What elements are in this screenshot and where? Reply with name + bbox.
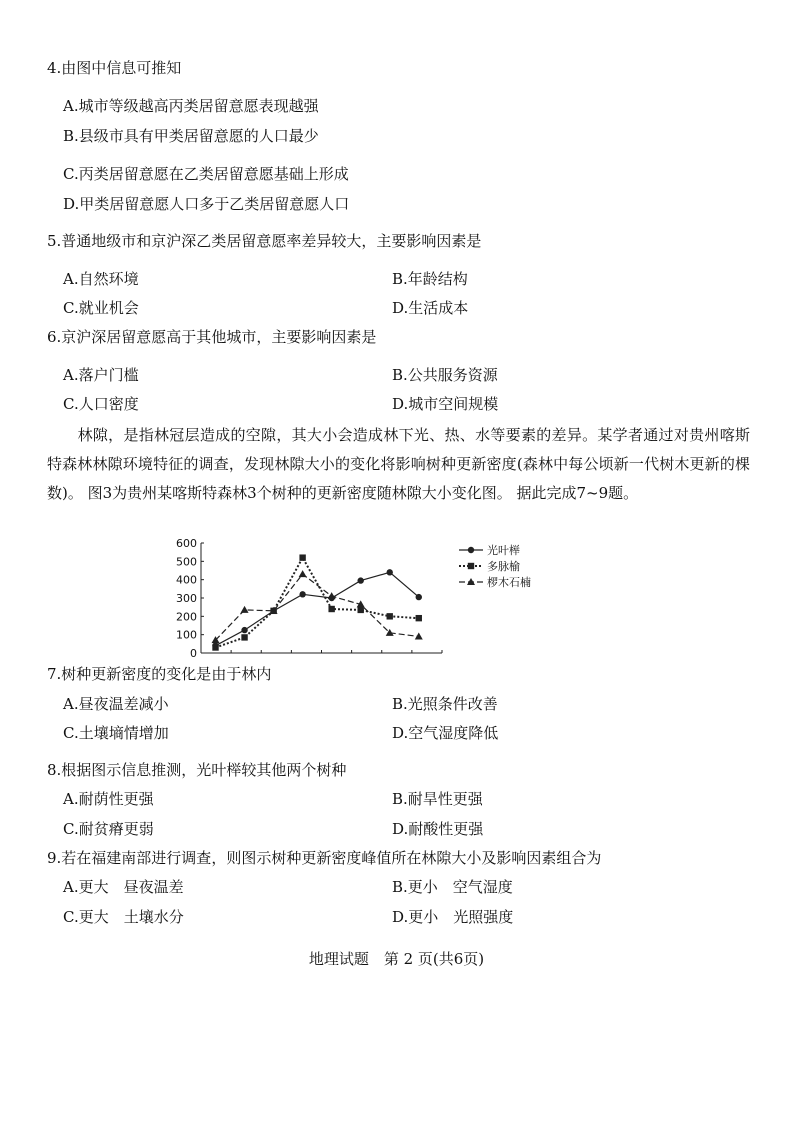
y-tick-label: 100 xyxy=(176,628,197,642)
q5-option-a: A.自然环境 xyxy=(63,270,139,288)
q8-option-b: B.耐旱性更强 xyxy=(392,790,483,808)
data-point-circle xyxy=(299,591,305,597)
data-point-circle xyxy=(416,594,422,600)
q8-stem: 8.根据图示信息推测，光叶榉较其他两个树种 xyxy=(47,761,347,779)
q8-option-c: C.耐贫瘠更弱 xyxy=(63,820,154,838)
data-point-square xyxy=(241,634,247,640)
q7-stem: 7.树种更新密度的变化是由于林内 xyxy=(47,665,272,683)
y-tick-label: 0 xyxy=(190,647,197,660)
data-point-triangle xyxy=(241,606,249,613)
q6-stem: 6.京沪深居留意愿高于其他城市，主要影响因素是 xyxy=(47,328,377,346)
data-point-triangle xyxy=(299,570,307,577)
q9-option-a: A.更大 昼夜温差 xyxy=(63,878,184,896)
q5-stem: 5.普通地级市和京沪深乙类居留意愿率差异较大，主要影响因素是 xyxy=(47,232,482,250)
data-point-triangle xyxy=(415,633,423,640)
q6-option-d: D.城市空间规模 xyxy=(392,395,499,413)
y-tick-label: 300 xyxy=(176,592,197,605)
q7-option-c: C.土壤墒情增加 xyxy=(63,724,169,742)
data-point-square xyxy=(357,607,363,613)
q9-option-c: C.更大 土壤水分 xyxy=(63,908,184,926)
data-point-square xyxy=(468,563,474,569)
q8-option-d: D.耐酸性更强 xyxy=(392,820,484,838)
q4-stem: 4.由图中信息可推知 xyxy=(47,59,182,77)
data-point-square xyxy=(387,613,393,619)
y-tick-label: 500 xyxy=(176,555,197,569)
y-tick-label: 600 xyxy=(176,537,197,550)
q9-option-b: B.更小 空气湿度 xyxy=(392,878,513,896)
q8-option-a: A.耐荫性更强 xyxy=(63,790,154,808)
q4-option-d: D.甲类居留意愿人口多于乙类居留意愿人口 xyxy=(63,195,350,213)
data-point-circle xyxy=(468,547,474,553)
data-point-square xyxy=(416,615,422,621)
figure-3-line-chart xyxy=(168,536,548,662)
legend-label: 椤木石楠 xyxy=(487,576,531,589)
q7-option-a: A.昼夜温差减小 xyxy=(63,695,169,713)
data-point-circle xyxy=(357,577,363,583)
q9-option-d: D.更小 光照强度 xyxy=(392,908,514,926)
q5-option-c: C.就业机会 xyxy=(63,299,139,317)
q5-option-b: B.年龄结构 xyxy=(392,270,468,288)
q4-option-a: A.城市等级越高丙类居留意愿表现越强 xyxy=(63,97,319,115)
data-point-square xyxy=(299,554,305,560)
q4-option-b: B.县级市具有甲类居留意愿的人口最少 xyxy=(63,127,319,145)
q4-option-c: C.丙类居留意愿在乙类居留意愿基础上形成 xyxy=(63,165,349,183)
page-footer: 地理试题 第 2 页(共6页) xyxy=(308,950,485,968)
y-tick-label: 200 xyxy=(176,610,197,624)
q6-option-c: C.人口密度 xyxy=(63,395,139,413)
q6-option-a: A.落户门槛 xyxy=(63,366,139,384)
q7-option-b: B.光照条件改善 xyxy=(392,695,498,713)
data-point-circle xyxy=(241,627,247,633)
y-tick-label: 400 xyxy=(176,573,197,587)
passage-paragraph: 林隙，是指林冠层造成的空隙，其大小会造成林下光、热、水等要素的差异。某学者通过对贵州喀斯特森林林隙环境特征的调查，发现林隙大小的变化将影响树种更新密度(森林中每公顷新一代树木更新的棵数)。 图3为贵州某喀斯特森林3个树种的更新密度随林隙大小变化图。 据此完成7~9题。 xyxy=(47,426,750,502)
q9-stem: 9.若在福建南部进行调查，则图示树种更新密度峰值所在林隙大小及影响因素组合为 xyxy=(47,849,602,867)
legend-label: 光叶榉 xyxy=(487,544,520,557)
data-point-square xyxy=(212,644,218,650)
q7-option-d: D.空气湿度降低 xyxy=(392,724,499,742)
q5-option-d: D.生活成本 xyxy=(392,299,469,317)
legend-label: 多脉榆 xyxy=(487,560,520,573)
q6-option-b: B.公共服务资源 xyxy=(392,366,498,384)
data-point-square xyxy=(328,606,334,612)
data-point-circle xyxy=(387,569,393,575)
